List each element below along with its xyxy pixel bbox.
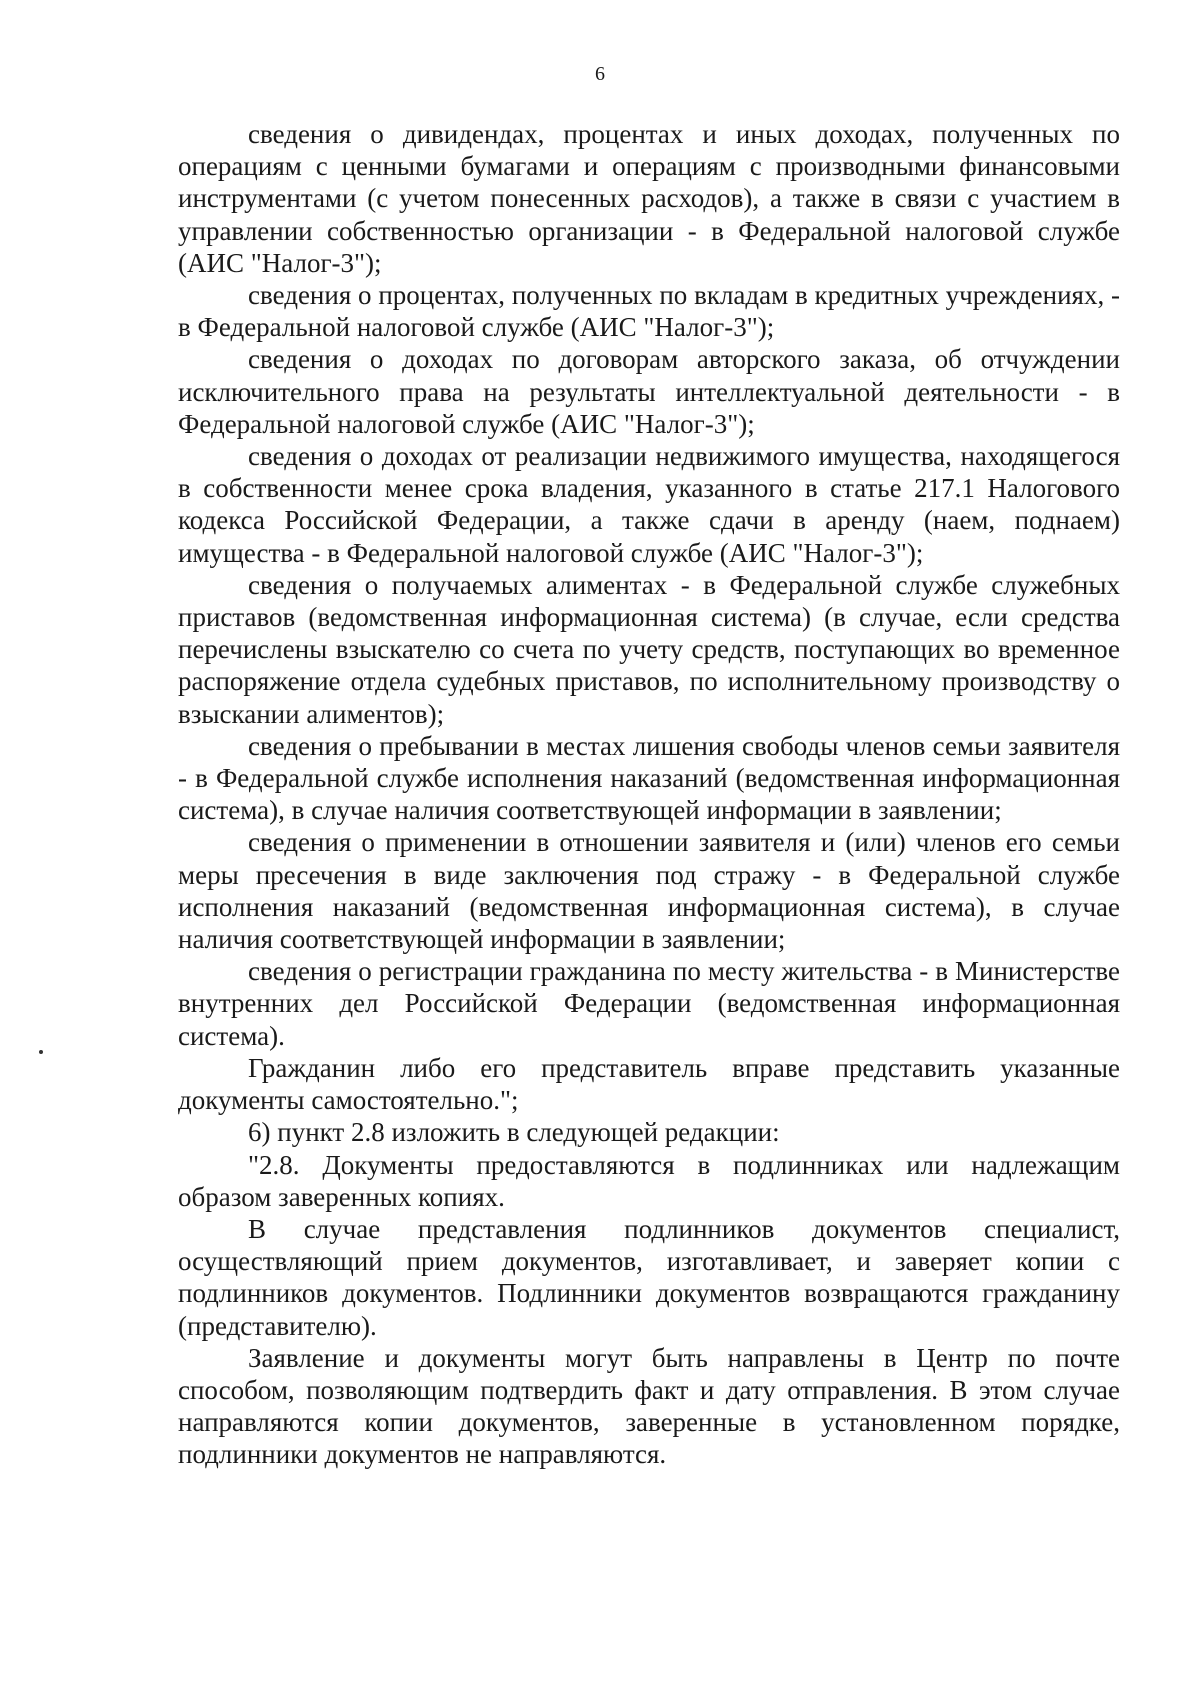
paragraph-dividends: сведения о дивидендах, процентах и иных доходах, полученных по операциям с ценными бумагами и операциям с производными финансовыми инструментами (с учетом понесенных расходов), а также в связи с участием в управлении собственностью организации - в Федеральной налоговой службе (АИС "Налог-3"); <box>178 119 1120 278</box>
page-number: 6 <box>595 63 605 85</box>
paragraph-self-submission: Гражданин либо его представитель вправе представить указанные документы самостоятельно."; <box>178 1052 1120 1116</box>
paragraph-custody: сведения о применении в отношении заявителя и (или) членов его семьи меры пресечения в виде заключения под стражу - в Федеральной службе исполнения наказаний (ведомственная информационная система), в случае наличия соответствующей информации в заявлении; <box>178 827 1120 955</box>
paragraph-registration: сведения о регистрации гражданина по месту жительства - в Министерстве внутренних дел Российской Федерации (ведомственная информационная система). <box>178 956 1120 1051</box>
paragraph-real-estate-income: сведения о доходах от реализации недвижимого имущества, находящегося в собственности менее срока владения, указанного в статье 217.1 Налогового кодекса Российской Федерации, а также сдачи в аренду (наем, поднаем) имущества - в Федеральной налоговой службе (АИС "Налог-3"); <box>178 441 1120 568</box>
paragraph-deposit-interest: сведения о процентах, полученных по вкладам в кредитных учреждениях, - в Федеральной налоговой службе (АИС "Налог-3"); <box>178 280 1120 343</box>
paragraph-postal-submission: Заявление и документы могут быть направлены в Центр по почте способом, позволяющим подтвердить факт и дату отправления. В этом случае направляются копии документов, заверенные в установленном порядке, подлинники документов не направляются. <box>178 1342 1120 1470</box>
paragraph-amendment-2-8: 6) пункт 2.8 изложить в следующей редакции: <box>248 1117 780 1148</box>
paragraph-imprisonment: сведения о пребывании в местах лишения свободы членов семьи заявителя - в Федеральной службе исполнения наказаний (ведомственная информационная система), в случае наличия соответствующей информации в заявлении; <box>178 730 1120 826</box>
paragraph-originals-copies: "2.8. Документы предоставляются в подлинниках или надлежащим образом заверенных копиях. <box>178 1149 1120 1212</box>
scan-speck <box>39 1050 43 1054</box>
paragraph-alimony: сведения о получаемых алиментах - в Федеральной службе служебных приставов (ведомственная информационная система) (в случае, если средства перечислены взыскателю со счета по учету средств, поступающих во временное распоряжение отдела судебных приставов, по исполнительному производству о взыскании алиментов); <box>178 569 1120 729</box>
paragraph-originals-return: В случае представления подлинников документов специалист, осуществляющий прием документов, изготавливает, и заверяет копии с подлинников документов. Подлинники документов возвращаются гражданину (представителю). <box>178 1213 1120 1341</box>
document-body <box>178 118 1120 1471</box>
paragraph-author-contracts: сведения о доходах по договорам авторского заказа, об отчуждении исключительного права на результаты интеллектуальной деятельности - в Федеральной налоговой службе (АИС "Налог-3"); <box>178 344 1120 439</box>
